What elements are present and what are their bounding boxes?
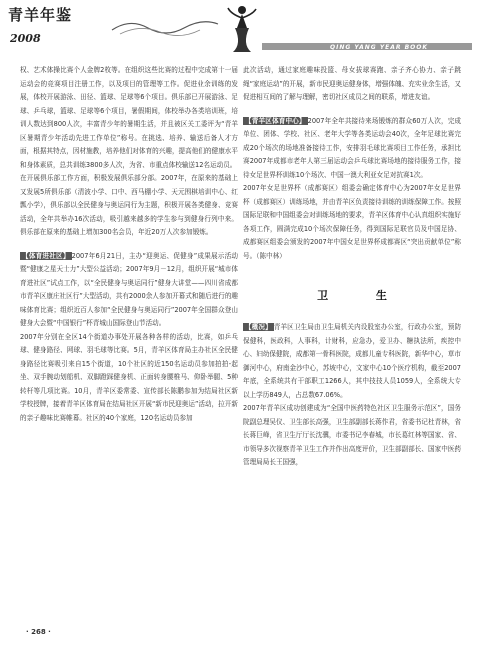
section-tag-community: 【体育进社区】	[22, 251, 70, 260]
paragraph-sports-center	[243, 115, 461, 183]
decorative-swirl-icon	[110, 16, 220, 38]
yearbook-logo-title: 青羊年鉴	[8, 6, 73, 24]
right-text-column	[243, 64, 461, 470]
dancer-silhouette-icon	[225, 4, 259, 54]
paragraph-health-overview-text: 青羊区卫生局由卫生局机关内设股室办公室，行政办公室，预防保健科，医政科，人事科，计财科，应急办，爱卫办、糖执法所，疾控中心、妇幼保健院，成都第一骨科医院，成都儿童专科医院，新华中心，草市御河中心，府南金沙中心，苏坡中心，文家中心10个医疗机构，截至2007年底，全系统共有干部职工1266人，其中技技人员1059人，全系统大专以上学历849人，占总数67.06%。	[243, 323, 462, 399]
left-text-column	[20, 64, 238, 425]
paragraph-community-activities: 2007年分别在全区14个街道办事处开展各种各样的活动，比赛，如乒乓球、健身路径、网球、羽毛球等比赛。5月，青羊区体育局主办社区全民健身路径比赛吸引来自15个街道，10个社区的近150名运动员参加拍拍-起坐、双手腕动划船机、双脚蹬踩健身机、正面转身腰椎马、仰卧举腿、5种转杆等几项比赛。10月，青羊区委常委、宣传部长陈鹏参加为结局社区新学校授牌，接着青羊区体育局在结局社区开展“新市民迎奥运”活动，拉开新的亲子趣味比赛帷幕。社区的40个家庭，120名运动员参加	[20, 332, 238, 422]
section-title-health: 卫 生	[317, 289, 409, 302]
paragraph-health-tcm: 2007年青羊区成功创建成为“全国中医药特色社区卫生服务示范区”，国务院副总理吴仪、卫生部长高强，卫生部副部长蒋作君，省委书记杜青林，省长蒋巨峰，省卫生厅厅长沈骥，市委书记李春城，市长葛红林等国家、省、市领导多次视察青羊卫生工作并作出高度评价，卫生部副部长、国家中医药管理局局长王国强，	[243, 404, 461, 466]
page-number: · 268 ·	[26, 628, 51, 636]
spacer	[243, 105, 461, 115]
paragraph-health-overview	[243, 321, 461, 402]
yearbook-english-title: QING YANG YEAR BOOK	[330, 44, 429, 51]
paragraph-womens-world-cup: 2007年女足世界杯（成都赛区）组委会确定体育中心为2007年女足世界杯（成都赛区）训练场地，并由青羊区负责接待训练的训练保障工作。按照国际足联和中国组委会对训练场地的要求，青羊区体育中心认真组织实施好各项工作，圆满完成10个场次保障任务，得到国际足联官员及中国足协、成都赛区组委会颁发的2007年中国女足世界杯成都赛区“突出贡献单位”称号。（陈中林）	[243, 184, 461, 260]
paragraph-sports-school-intro: 权、艺术体操比赛个人金牌2枚等。在组织这些比赛的过程中完成第十一届运动会的竞赛项目注册工作，以及项目的管理等工作。促进业余训练的发展，体校开展游泳、田径、篮球、足球等6个项目。俱乐部已开展游泳、足球、乒乓球，篮球、足球等6个项目，暑假期间，体校举办各类培训班，培训人数达到800人次，丰富青少年的暑期生活，并且被区关工委评为“青羊区暑期青少年活动先进工作单位”称号。在挑选、培养、输送后备人才方面，根据其特点，因材施教，培养他们对体育的兴趣，提高他们的健康水平和身体素质，总共训练3800多人次，为省、市重点体校输送12名运动员。	[20, 66, 238, 169]
paragraph-community-sports-text: 2007年6月21日，主办“迎奥运、促健身”成果展示活动暨“健康之星天士力”大型公益活动；2007年9月－12月，组织开展“城市体育进社区”试点工作，以“全民健身与奥运同行”健身大讲堂——四川省成都市青羊区康庄社区行”大型活动，共有2000余人参加开幕式和随后进行的趣味体育比赛；组织近百人参加“全民健身与奥运同行”2007年全国群众登山健身大会暨“中国银行”杯青城山国际登山节活动。	[20, 251, 239, 327]
section-tag-sports-center: 【青羊区体育中心】	[245, 116, 306, 125]
paragraph-sports-center-text: 2007年全年共接待来场锻炼的群众60万人次，完成单位、团体、学校、社区、老年大学等各类运动会40次，全年足球比赛完成20个场次的场地准备接待工作，安排羽毛球比赛项目工作任务，承担比赛2007年成都市老年人第三届运动会乒乓球比赛场地的接待服务工作，接待女足世界杯训练10个场次、中国一澳大利亚女足对抗赛1次。	[243, 116, 462, 179]
paragraph-family-activities: 此次活动，通过家庭趣味投篮、母女拔球赛跑、亲子齐心协力、亲子跳绳“家庭运动”的开展，新市民迎奥运健身体，增强体魄、充实业余生活，又促进相互间的了解与理解，密切社区成员之间的联系，增进友谊。	[243, 66, 461, 101]
section-tag-overview: 【概况】	[245, 323, 272, 331]
paragraph-community-sports	[20, 250, 238, 331]
page-header	[0, 0, 480, 60]
spacer	[20, 240, 238, 250]
yearbook-logo-year: 2008	[10, 32, 41, 45]
paragraph-clubs: 在开展俱乐部工作方面，积极发展俱乐部分部。2007年，在原来的基础上又发展5所俱乐部（清波小学、口中、西马棚小学、天元围棋培训中心、红瓢小学），俱乐部以全民健身与奥运同行为主题，积极开展各类健身、竞赛活动，全年共举办16次活动，吸引越来越多的学生参与到健身行列中来。俱乐部在原来的基础上增加300名会员，年近20万人次参加锻炼。	[20, 174, 238, 236]
